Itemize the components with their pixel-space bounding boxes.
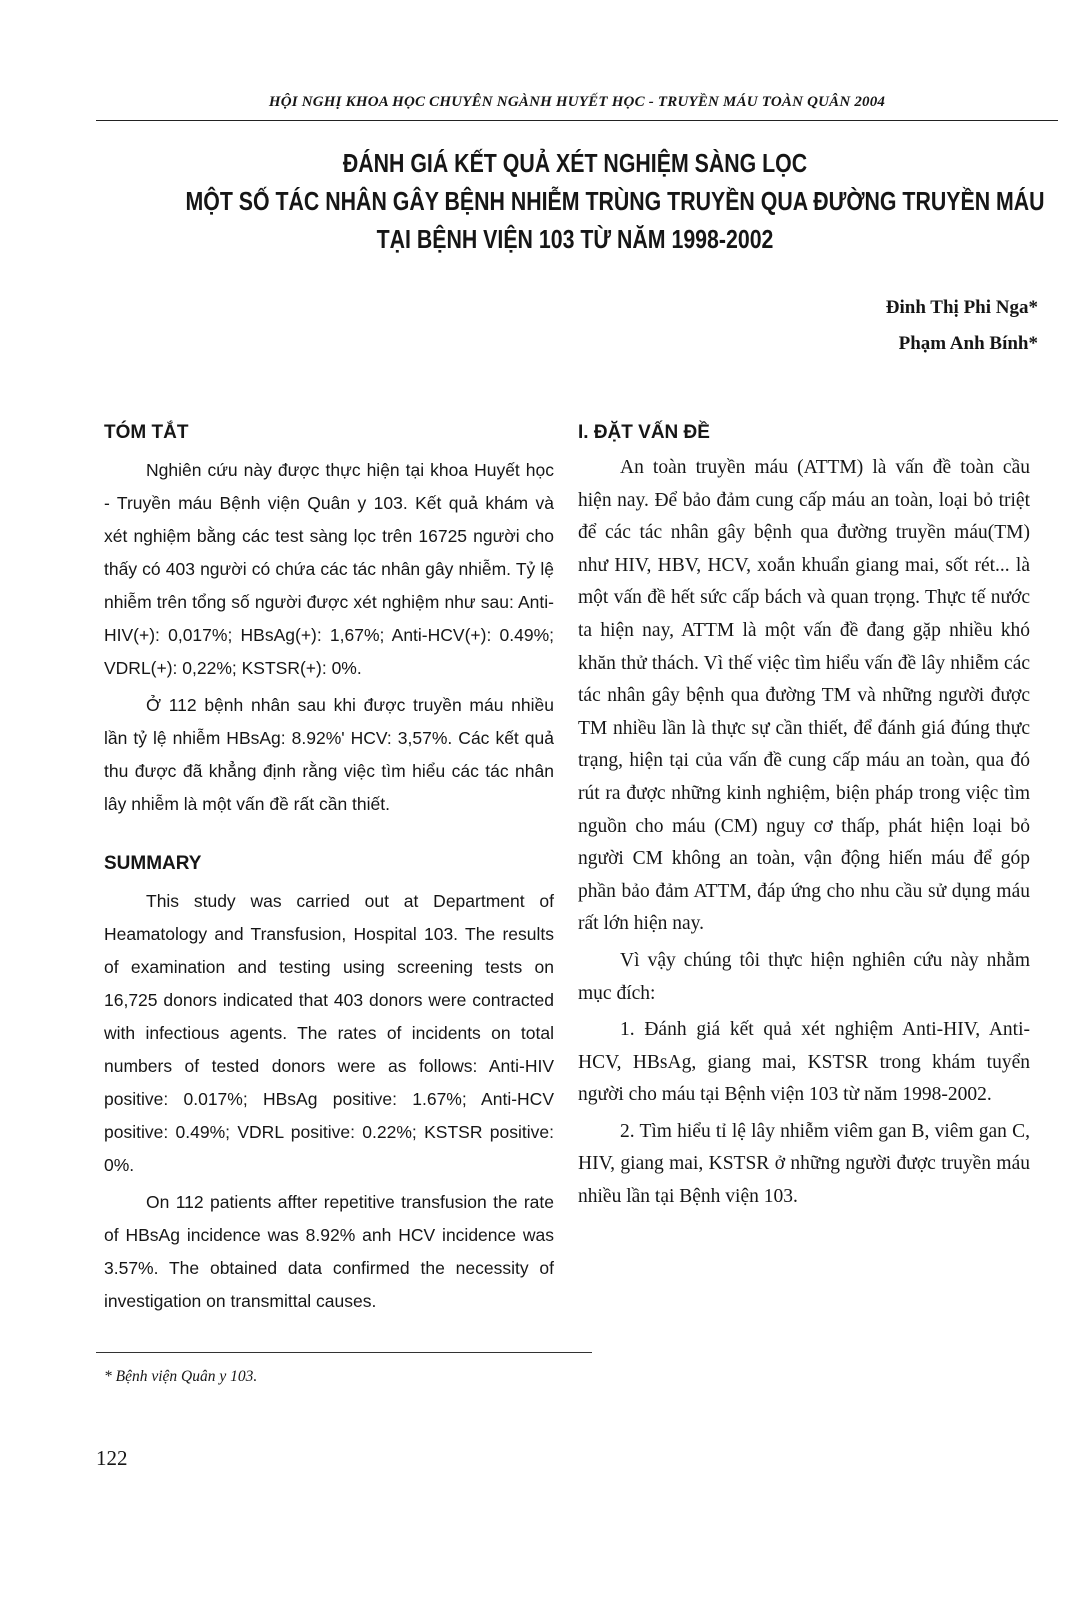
title-line-1: ĐÁNH GIÁ KẾT QUẢ XÉT NGHIỆM SÀNG LỌC (342, 148, 808, 178)
left-column (104, 420, 554, 1318)
title-line-3: TẠI BỆNH VIỆN 103 TỪ NĂM 1998-2002 (376, 224, 774, 254)
summary-paragraph-1: This study was carried out at Department of Heamatology and Transfusion, Hospital 103. The results of examination and testing using screening tests on 16,725 donors indicated that 403 donors were contracted with infectious agents. The rates of incidents on total numbers of tested donors were as follows: Anti-HIV positive: 0.017%; HBsAg positive: 1.67%; Anti-HCV positive: 0.49%; VDRL positive: 0.22%; KSTSR positive: 0%. (104, 891, 554, 1175)
running-header: HỘI NGHỊ KHOA HỌC CHUYÊN NGÀNH HUYẾT HỌC - TRUYỀN MÁU TOÀN QUÂN 2004 (268, 94, 886, 110)
right-column (578, 420, 1030, 1214)
paper-title (185, 144, 1045, 258)
summary-heading: SUMMARY (104, 853, 202, 874)
page-number: 122 (96, 1446, 128, 1470)
authors (886, 290, 1038, 362)
section-1-paragraph-4: 2. Tìm hiểu tỉ lệ lây nhiễm viêm gan B, viêm gan C, HIV, giang mai, KSTSR ở những người được truyền máu nhiều lần tại Bệnh viện 103. (578, 1120, 1030, 1208)
section-1-paragraph-2: Vì vậy chúng tôi thực hiện nghiên cứu này nhằm mục đích: (578, 949, 1030, 1004)
header-rule (96, 120, 1058, 121)
abstract-vi-heading: TÓM TẮT (104, 422, 189, 443)
footnote-rule (96, 1352, 592, 1353)
abstract-vi-paragraph-2: Ở 112 bệnh nhân sau khi được truyền máu nhiều lần tỷ lệ nhiễm HBsAg: 8.92%' HCV: 3,57%. Các kết quả thu được đã khẳng định rằng việc tìm hiểu các tác nhân lây nhiễm là một vấn đề rất cần thiết. (104, 695, 554, 814)
section-1-paragraph-3: 1. Đánh giá kết quả xét nghiệm Anti-HIV, Anti-HCV, HBsAg, giang mai, KSTSR trong khám tuyển người cho máu tại Bệnh viện 103 từ năm 1998-2002. (578, 1019, 1030, 1106)
summary-paragraph-2: On 112 patients affter repetitive transfusion the rate of HBsAg incidence was 8.92% anh HCV incidence was 3.57%. The obtained data confirmed the necessity of investigation on transmittal causes. (104, 1192, 554, 1311)
author-2: Phạm Anh Bính* (898, 333, 1038, 354)
section-1-paragraph-1: An toàn truyền máu (ATTM) là vấn đề toàn cầu hiện nay. Để bảo đảm cung cấp máu an toàn, loại bỏ triệt để các tác nhân gây bệnh qua đường truyền máu(TM) như HIV, HBV, HCV, xoắn khuẩn giang mai, sốt rét... là một vấn đề hết sức cấp bách và quan trọng. Thực tế nước ta hiện nay, ATTM là một vấn đề đang gặp nhiều khó khăn thử thách. Vì thế việc tìm hiểu vấn đề lây nhiễm các tác nhân gây bệnh qua đường TM và những người được TM nhiều lần là thực sự cần thiết, để đánh giá đúng thực trạng, hiện tại của vấn đề cung cấp máu an toàn, qua đó rút ra được những kinh nghiệm, biện pháp trong việc tìm nguồn cho máu (CM) nguy cơ thấp, phát hiện loại bỏ người CM không an toàn, vận động hiến máu để góp phần bảo đảm ATTM, đáp ứng cho nhu cầu sử dụng máu rất lớn hiện nay. (578, 457, 1030, 935)
abstract-vi-paragraph-1: Nghiên cứu này được thực hiện tại khoa Huyết học - Truyền máu Bệnh viện Quân y 103. Kết quả khám và xét nghiệm bằng các test sàng lọc trên 16725 người cho thấy có 403 người có chứa các tác nhân gây nhiễm. Tỷ lệ nhiễm trên tổng số người được xét nghiệm như sau: Anti-HIV(+): 0,017%; HBsAg(+): 1,67%; Anti-HCV(+): 0.49%; VDRL(+): 0,22%; KSTSR(+): 0%. (104, 460, 554, 678)
title-line-2: MỘT SỐ TÁC NHÂN GÂY BỆNH NHIỄM TRÙNG TRUYỀN QUA ĐƯỜNG TRUYỀN MÁU (185, 186, 1045, 216)
section-1-heading: I. ĐẶT VẤN ĐỀ (578, 422, 710, 443)
footnote: * Bệnh viện Quân y 103. (104, 1368, 258, 1385)
author-1: Đinh Thị Phi Nga* (885, 297, 1038, 318)
